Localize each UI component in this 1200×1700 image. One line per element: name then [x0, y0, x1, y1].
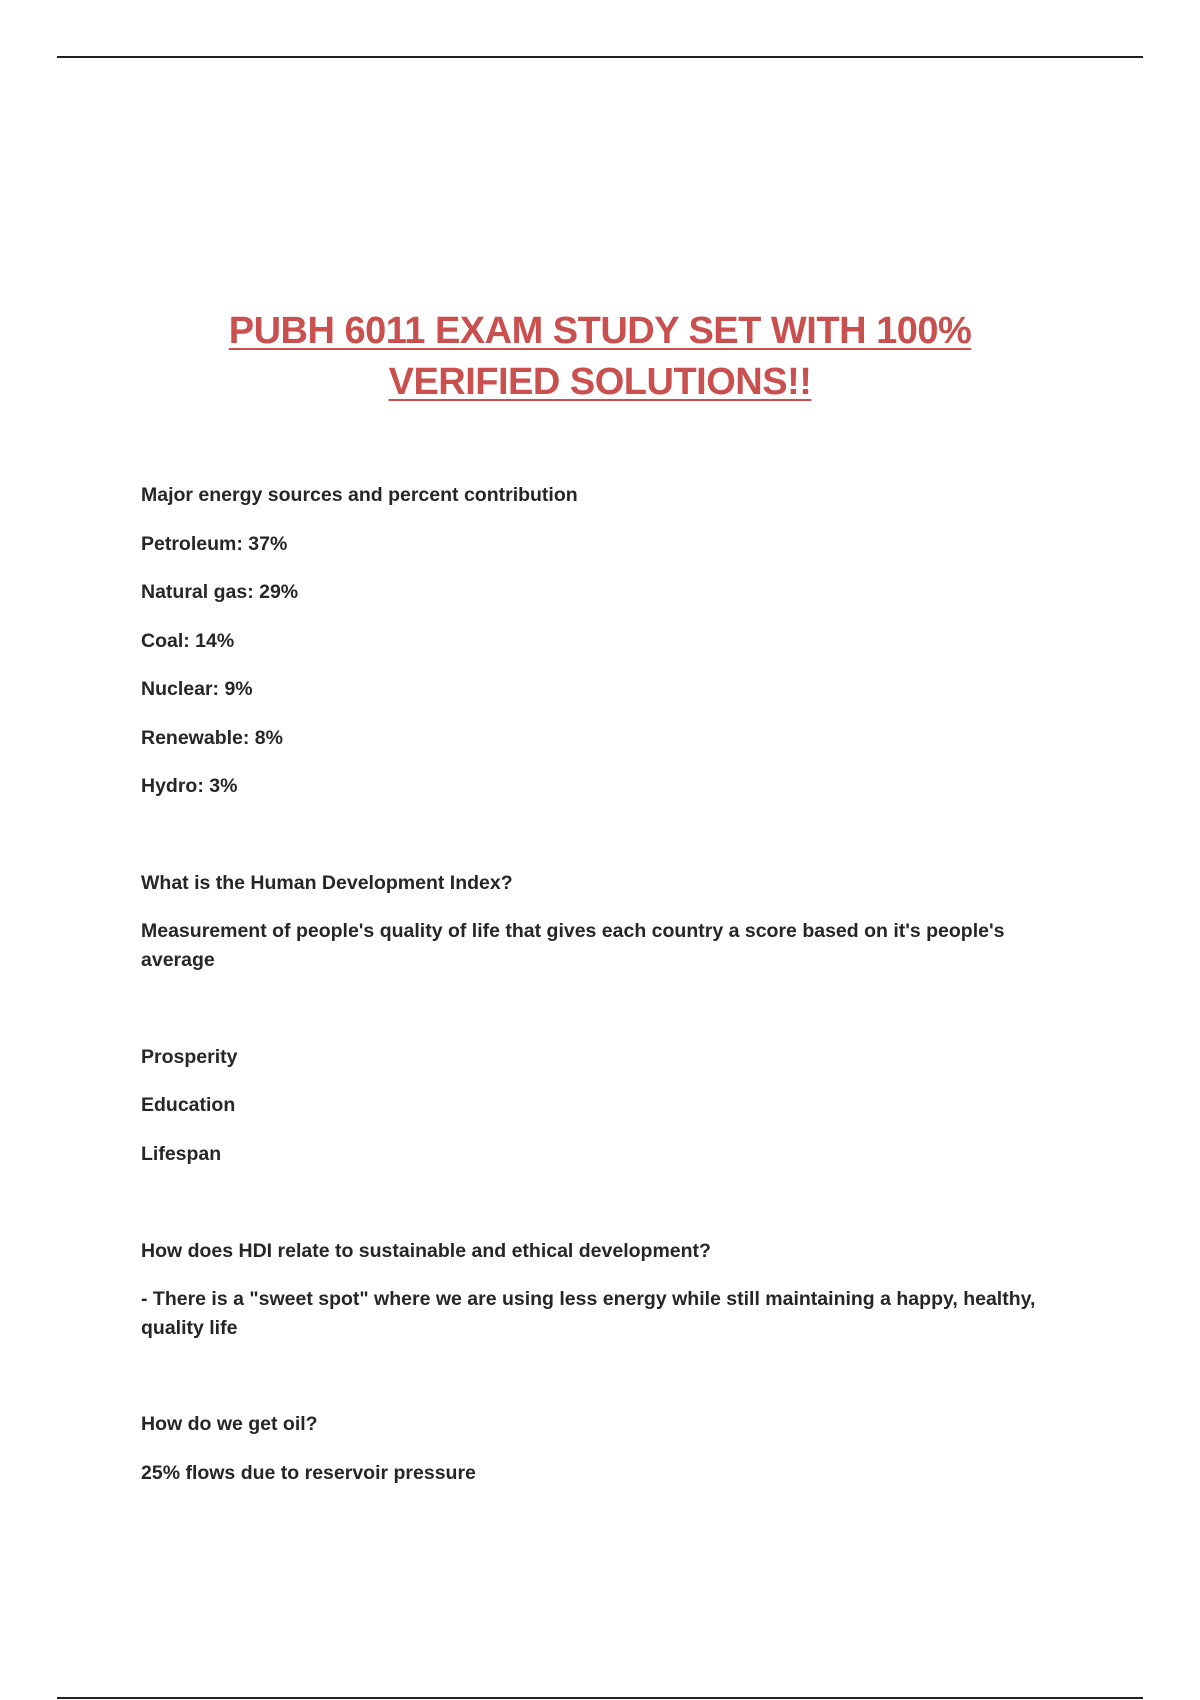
- answer-natural-gas: Natural gas: 29%: [141, 581, 299, 603]
- answer-reservoir-pressure: 25% flows due to reservoir pressure: [141, 1462, 476, 1484]
- answer-coal: Coal: 14%: [141, 630, 235, 652]
- answer-renewable: Renewable: 8%: [141, 727, 283, 749]
- question-energy-sources: Major energy sources and percent contribution: [141, 484, 578, 506]
- question-hdi-sustainable: How does HDI relate to sustainable and ethical development?: [141, 1240, 711, 1262]
- bottom-rule: [57, 1697, 1143, 1699]
- title-line-2: VERIFIED SOLUTIONS!!: [388, 361, 812, 403]
- answer-nuclear: Nuclear: 9%: [141, 678, 253, 700]
- question-oil: How do we get oil?: [141, 1413, 318, 1435]
- top-rule: [57, 56, 1143, 58]
- answer-education: Education: [141, 1094, 236, 1116]
- title-line-1: PUBH 6011 EXAM STUDY SET WITH 100%: [228, 310, 972, 352]
- question-hdi: What is the Human Development Index?: [141, 872, 513, 894]
- answer-lifespan: Lifespan: [141, 1143, 222, 1165]
- answer-hydro: Hydro: 3%: [141, 775, 238, 797]
- answer-hdi-definition: Measurement of people's quality of life that gives each country a score based on it's people's average: [141, 920, 1005, 971]
- answer-sweet-spot: - There is a "sweet spot" where we are using less energy while still maintaining a happy, healthy, quality life: [141, 1288, 1036, 1339]
- answer-prosperity: Prosperity: [141, 1046, 238, 1068]
- document-title: [0, 306, 1200, 408]
- answer-petroleum: Petroleum: 37%: [141, 533, 288, 555]
